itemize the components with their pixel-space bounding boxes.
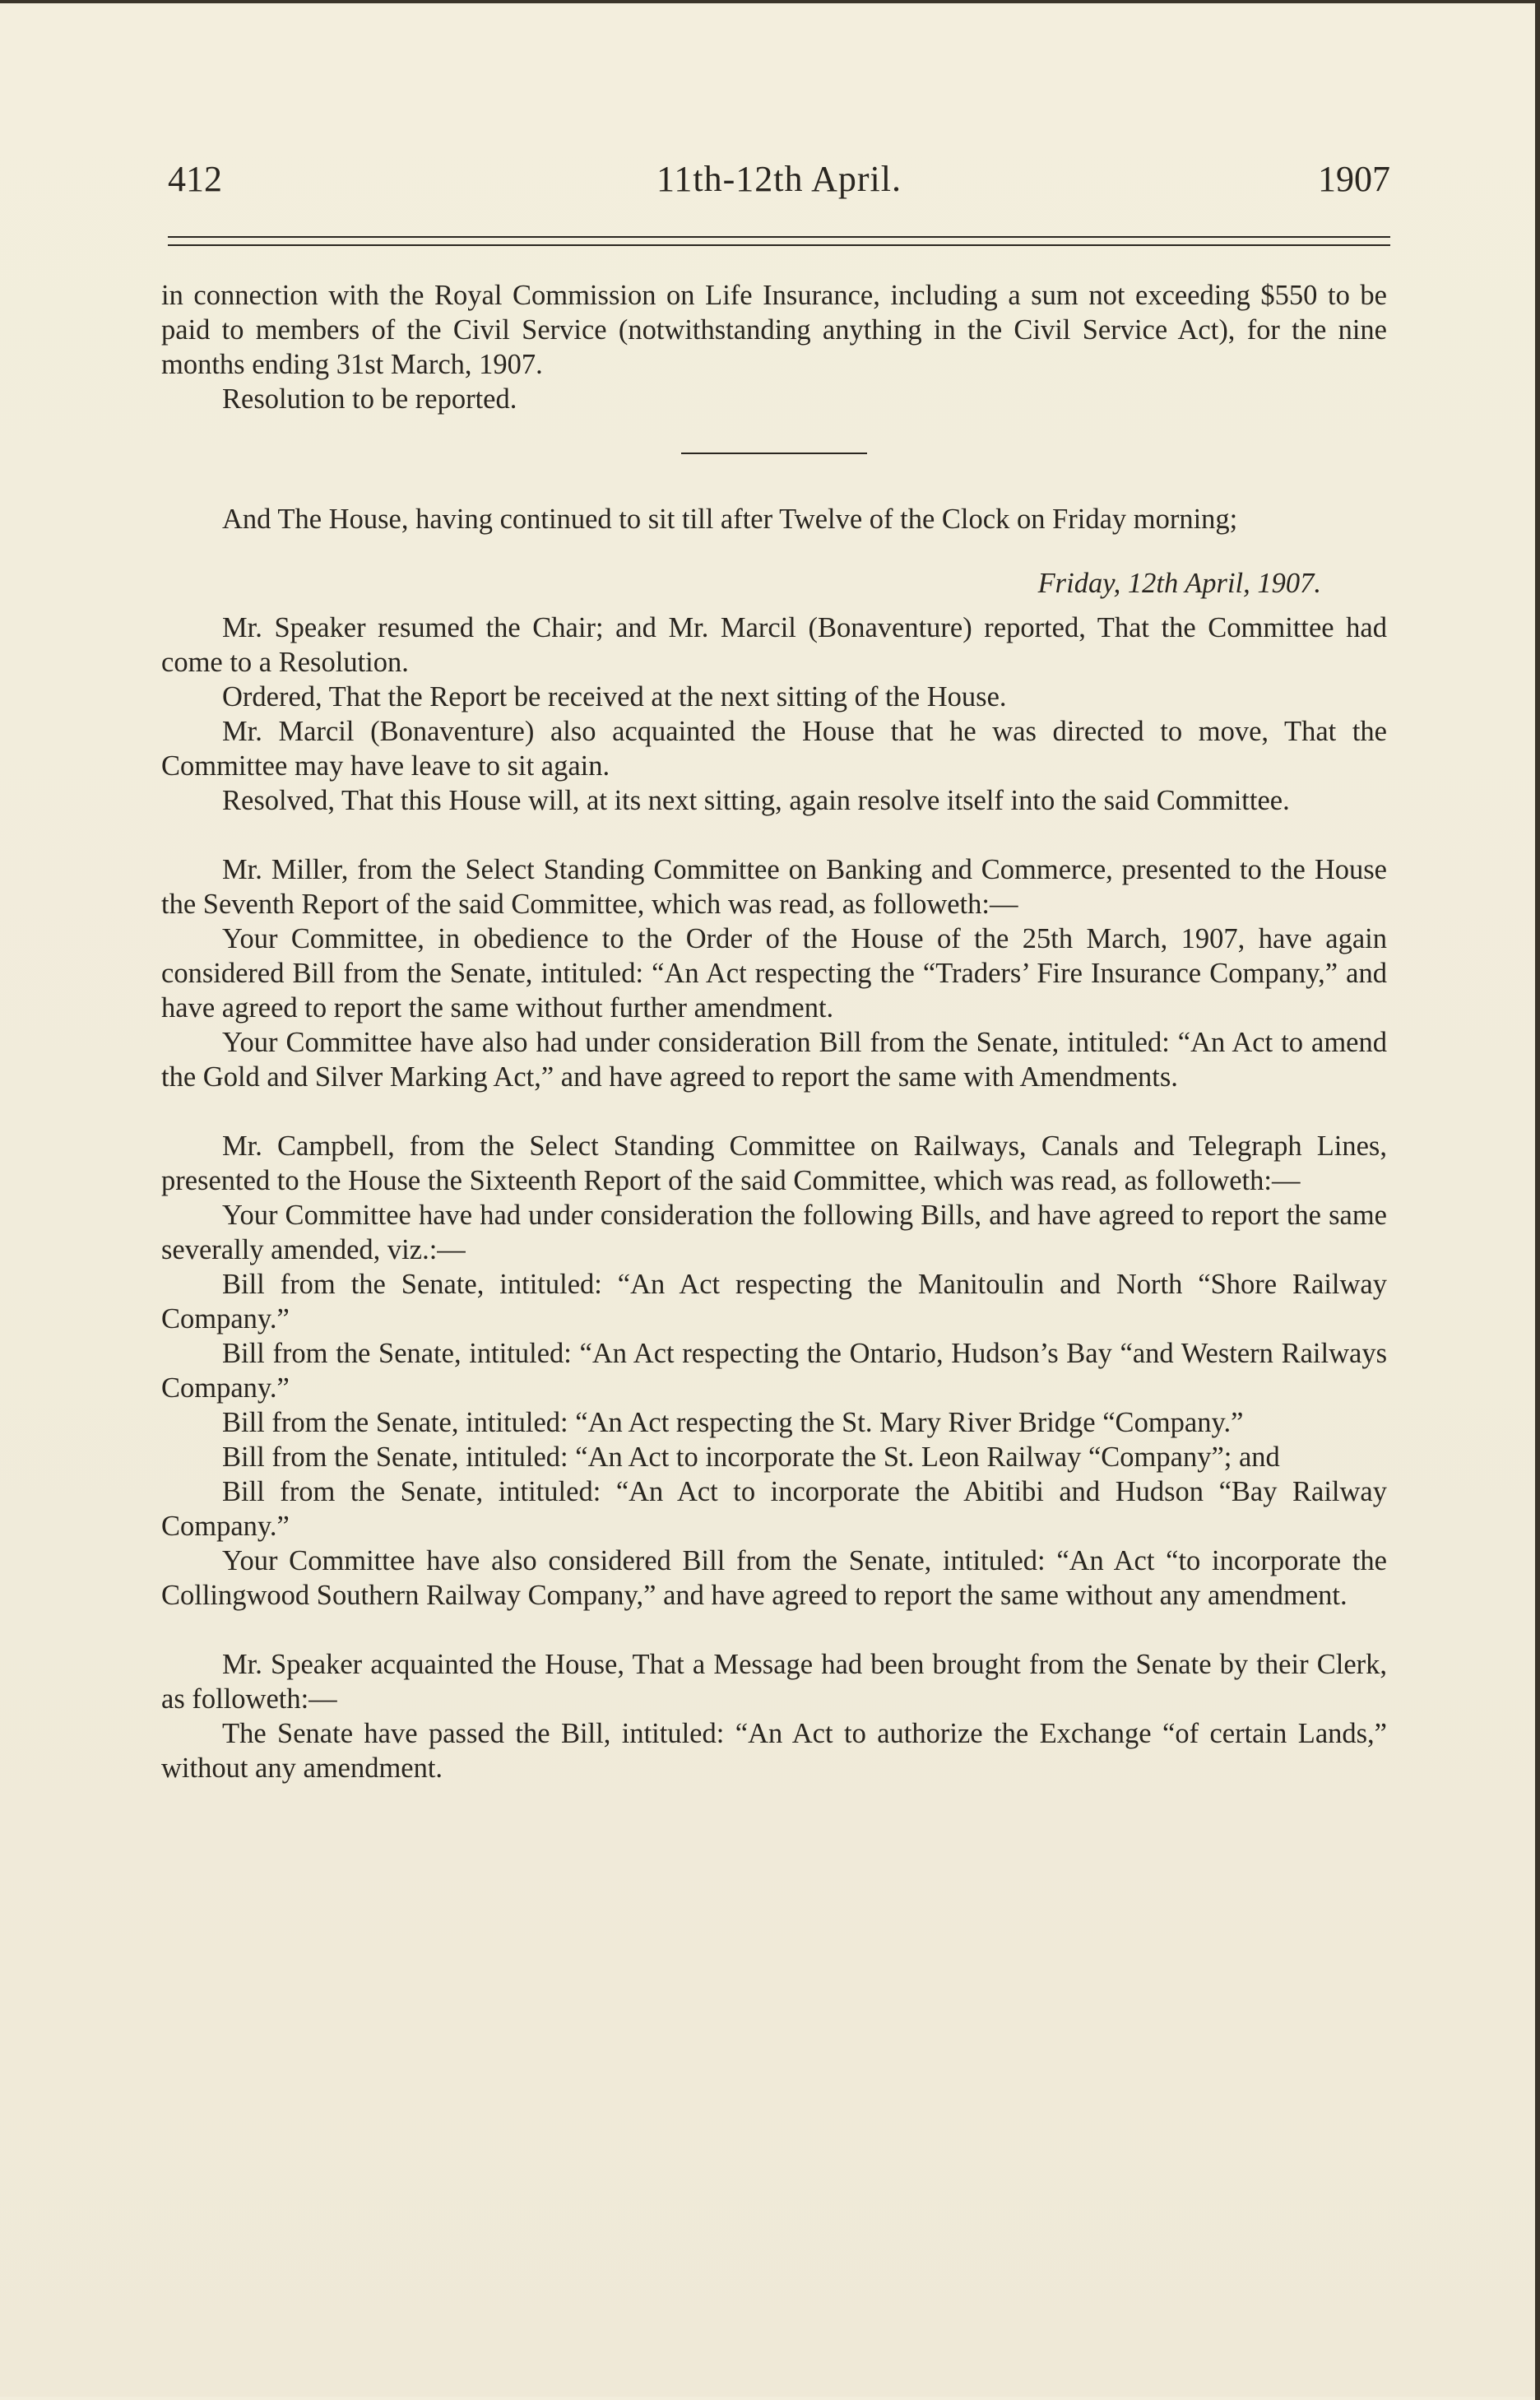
- header-rule-top: [168, 236, 1390, 238]
- header-year: 1907: [1318, 159, 1390, 199]
- paragraph-miller-report: Mr. Miller, from the Select Standing Committee on Banking and Commerce, presented to the House the Seventh Report of the said Committee, which was read, as followeth:—: [161, 854, 1387, 920]
- paragraph-bill-st-leon: Bill from the Senate, intituled: “An Act to incorporate the St. Leon Railway “Company”; and: [222, 1441, 1280, 1473]
- paragraph-leave-to-sit: Mr. Marcil (Bonaventure) also acquainted the House that he was directed to move, That the Committee may have leave to sit again.: [161, 716, 1387, 782]
- page-edge: [1535, 3, 1540, 2400]
- paragraph-bill-st-mary: Bill from the Senate, intituled: “An Act respecting the St. Mary River Bridge “Company.”: [222, 1407, 1244, 1438]
- paragraph-bill-abitibi: Bill from the Senate, intituled: “An Act to incorporate the Abitibi and Hudson “Bay Railway Company.”: [161, 1476, 1387, 1542]
- paragraph-traders-fire: Your Committee, in obedience to the Order of the House of the 25th March, 1907, have again considered Bill from the Senate, intituled: “An Act respecting the “Traders’ Fire Insurance Company,” and have agreed to report the same without further amendment.: [161, 923, 1387, 1024]
- paragraph-ordered-report: Ordered, That the Report be received at the next sitting of the House.: [222, 681, 1007, 713]
- paragraph-resolved: Resolved, That this House will, at its next sitting, again resolve itself into the said Committee.: [222, 785, 1290, 816]
- date-heading: Friday, 12th April, 1907.: [1037, 568, 1321, 599]
- paragraph-speaker-resumed: Mr. Speaker resumed the Chair; and Mr. Marcil (Bonaventure) reported, That the Committee had come to a Resolution.: [161, 612, 1387, 678]
- body-text: [161, 278, 1387, 1785]
- section-divider: [681, 453, 867, 454]
- paragraph-bill-ontario-hudson: Bill from the Senate, intituled: “An Act respecting the Ontario, Hudson’s Bay “and Western Railways Company.”: [161, 1338, 1387, 1404]
- paragraph-insurance-continued: in connection with the Royal Commission on Life Insurance, including a sum not exceeding $550 to be paid to members of the Civil Service (notwithstanding anything in the Civil Service Act), for the nine months ending 31st March, 1907.: [161, 280, 1387, 380]
- page-number: 412: [168, 159, 222, 199]
- paragraph-senate-message: Mr. Speaker acquainted the House, That a Message had been brought from the Senate by their Clerk, as followeth:—: [161, 1649, 1387, 1715]
- running-title: 11th-12th April.: [656, 159, 902, 199]
- paragraph-gold-silver: Your Committee have also had under consideration Bill from the Senate, intituled: “An Act to amend the Gold and Silver Marking Act,” and have agreed to report the same with Amendments.: [161, 1027, 1387, 1093]
- paragraph-resolution-reported: Resolution to be reported.: [222, 383, 517, 415]
- page-header: [168, 155, 1390, 204]
- paragraph-exchange-lands: The Senate have passed the Bill, intituled: “An Act to authorize the Exchange “of certain Lands,” without any amendment.: [161, 1718, 1387, 1784]
- paragraph-bill-manitoulin: Bill from the Senate, intituled: “An Act respecting the Manitoulin and North “Shore Railway Company.”: [161, 1269, 1387, 1335]
- paragraph-house-sitting: And The House, having continued to sit till after Twelve of the Clock on Friday morning;: [222, 504, 1238, 535]
- paragraph-collingwood: Your Committee have also considered Bill from the Senate, intituled: “An Act “to incorporate the Collingwood Southern Railway Company,” and have agreed to report the same without any amendment.: [161, 1545, 1387, 1611]
- paragraph-campbell-report: Mr. Campbell, from the Select Standing Committee on Railways, Canals and Telegraph Lines, presented to the House the Sixteenth Report of the said Committee, which was read, as followeth:—: [161, 1130, 1387, 1196]
- paragraph-bills-amended: Your Committee have had under consideration the following Bills, and have agreed to report the same severally amended, viz.:—: [161, 1200, 1387, 1265]
- header-rule-bottom: [168, 244, 1390, 246]
